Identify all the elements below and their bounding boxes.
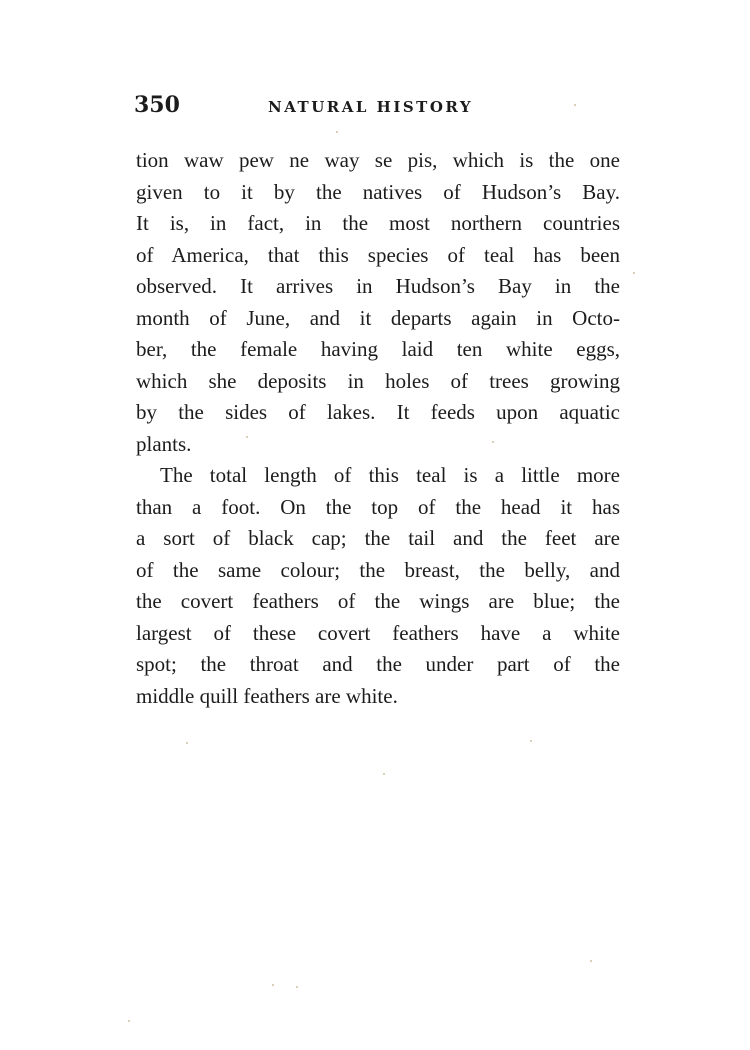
paper-speck <box>492 441 494 443</box>
text-line: It is, in fact, in the most northern countries <box>136 211 620 235</box>
paper-speck <box>530 740 532 742</box>
running-head: NATURAL HISTORY <box>268 98 474 116</box>
text-line: largest of these covert feathers have a white <box>136 620 620 645</box>
text-line: than a foot. On the top of the head it has <box>136 494 620 519</box>
text-line: of the same colour; the breast, the belly, and <box>136 557 620 582</box>
paper-speck <box>574 104 576 106</box>
text-line: by the sides of lakes. It feeds upon aquatic <box>136 400 620 424</box>
paper-speck <box>272 984 274 986</box>
text-line: a sort of black cap; the tail and the feet are <box>136 526 620 550</box>
paper-speck <box>296 986 298 988</box>
text-line: tion waw pew ne way se pis, which is the one <box>136 148 620 172</box>
paragraph-1 <box>136 145 620 460</box>
paper-speck <box>383 773 385 775</box>
body-text <box>136 145 620 712</box>
paper-speck <box>128 1020 130 1022</box>
text-line: ber, the female having laid ten white eggs, <box>136 337 620 361</box>
text-line: The total length of this teal is a little more <box>160 463 620 487</box>
text-line: observed. It arrives in Hudson’s Bay in the <box>136 274 620 298</box>
text-line: middle quill feathers are white. <box>136 683 398 708</box>
text-line: the covert feathers of the wings are blue; the <box>136 589 620 613</box>
text-line: which she deposits in holes of trees growing <box>136 368 620 393</box>
paper-speck <box>633 272 635 274</box>
text-line: month of June, and it departs again in Octo- <box>136 305 620 330</box>
paper-speck <box>186 742 188 744</box>
text-line: given to it by the natives of Hudson’s Bay. <box>136 179 620 204</box>
text-line: of America, that this species of teal has been <box>136 242 620 267</box>
paper-speck <box>246 436 248 438</box>
text-line: spot; the throat and the under part of the <box>136 652 620 676</box>
paper-speck <box>590 960 592 962</box>
paragraph-2 <box>136 460 620 712</box>
text-line: plants. <box>136 431 192 456</box>
page-number: 350 <box>134 92 180 118</box>
paper-speck <box>336 131 338 133</box>
